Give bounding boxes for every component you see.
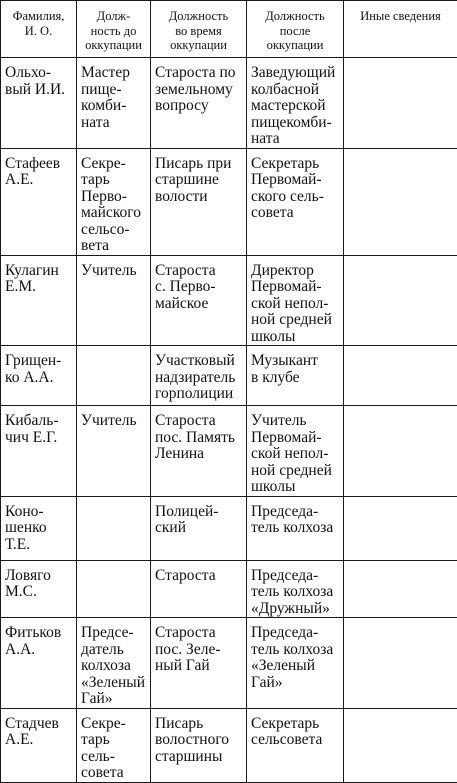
cell-name: Грищен- ко А.А.: [1, 346, 77, 406]
cell-after: Заведующий колбасной мастерской пищекомби- ната: [247, 58, 344, 149]
cell-before: Секре- тарь сель- совета: [77, 708, 151, 782]
cell-after: Председа- тель колхоза «Зеленый Гай»: [247, 618, 344, 709]
cell-name: Коно- шенко Т.Е.: [1, 496, 77, 560]
header-during: Должность во время оккупации: [151, 1, 247, 58]
cell-name: Стафеев А.Е.: [1, 148, 77, 255]
cell-after: Музыкант в клубе: [247, 346, 344, 406]
cell-name: Фитьков А.А.: [1, 618, 77, 709]
cell-other: [344, 560, 457, 618]
cell-after: Председа- тель колхоза «Дружный»: [247, 560, 344, 618]
table-row: [1, 496, 457, 560]
cell-other: [344, 58, 457, 149]
cell-name: Кибаль- чич Е.Г.: [1, 406, 77, 497]
cell-name: Ольхо- вый И.И.: [1, 58, 77, 149]
cell-after: Секретарь Первомай- ского сель- совета: [247, 148, 344, 255]
header-other: Иные сведения: [344, 1, 457, 58]
table-row: [1, 148, 457, 255]
cell-during: Староста: [151, 560, 247, 618]
table-row: [1, 255, 457, 346]
cell-other: [344, 708, 457, 782]
cell-during: Староста пос. Зеле- ный Гай: [151, 618, 247, 709]
cell-after: Секретарь сельсовета: [247, 708, 344, 782]
cell-during: Староста с. Перво- майское: [151, 255, 247, 346]
cell-other: [344, 255, 457, 346]
cell-name: Кулагин Е.М.: [1, 255, 77, 346]
table-row: [1, 560, 457, 618]
cell-during: Участковый надзиратель горполиции: [151, 346, 247, 406]
cell-name: Ловяго М.С.: [1, 560, 77, 618]
table-row: [1, 618, 457, 709]
cell-before: Мастер пище- комби- ната: [77, 58, 151, 149]
cell-before: Учитель: [77, 255, 151, 346]
cell-during: Староста по земельному вопросу: [151, 58, 247, 149]
header-row: [1, 1, 457, 58]
table-row: [1, 346, 457, 406]
table-row: [1, 708, 457, 782]
cell-other: [344, 496, 457, 560]
header-after: Должность после оккупации: [247, 1, 344, 58]
cell-before: [77, 346, 151, 406]
cell-name: Стадчев А.Е.: [1, 708, 77, 782]
cell-other: [344, 618, 457, 709]
cell-after: Директор Первомай- ской непол- ной средней школы: [247, 255, 344, 346]
cell-before: [77, 560, 151, 618]
cell-during: Полицей- ский: [151, 496, 247, 560]
cell-before: Предсе- датель колхоза «Зеленый Гай»: [77, 618, 151, 709]
cell-after: Председа- тель колхоза: [247, 496, 344, 560]
cell-during: Староста пос. Память Ленина: [151, 406, 247, 497]
table-row: [1, 58, 457, 149]
header-name: Фамилия, И. О.: [1, 1, 77, 58]
cell-other: [344, 406, 457, 497]
cell-before: Учитель: [77, 406, 151, 497]
cell-before: Секре- тарь Перво- майского сельсо- вета: [77, 148, 151, 255]
cell-other: [344, 346, 457, 406]
cell-after: Учитель Первомай- ской непол- ной средней школы: [247, 406, 344, 497]
cell-before: [77, 496, 151, 560]
cell-during: Писарь при старшине волости: [151, 148, 247, 255]
cell-other: [344, 148, 457, 255]
cell-during: Писарь волостного старшины: [151, 708, 247, 782]
header-before: Долж- ность до оккупации: [77, 1, 151, 58]
table-row: [1, 406, 457, 497]
